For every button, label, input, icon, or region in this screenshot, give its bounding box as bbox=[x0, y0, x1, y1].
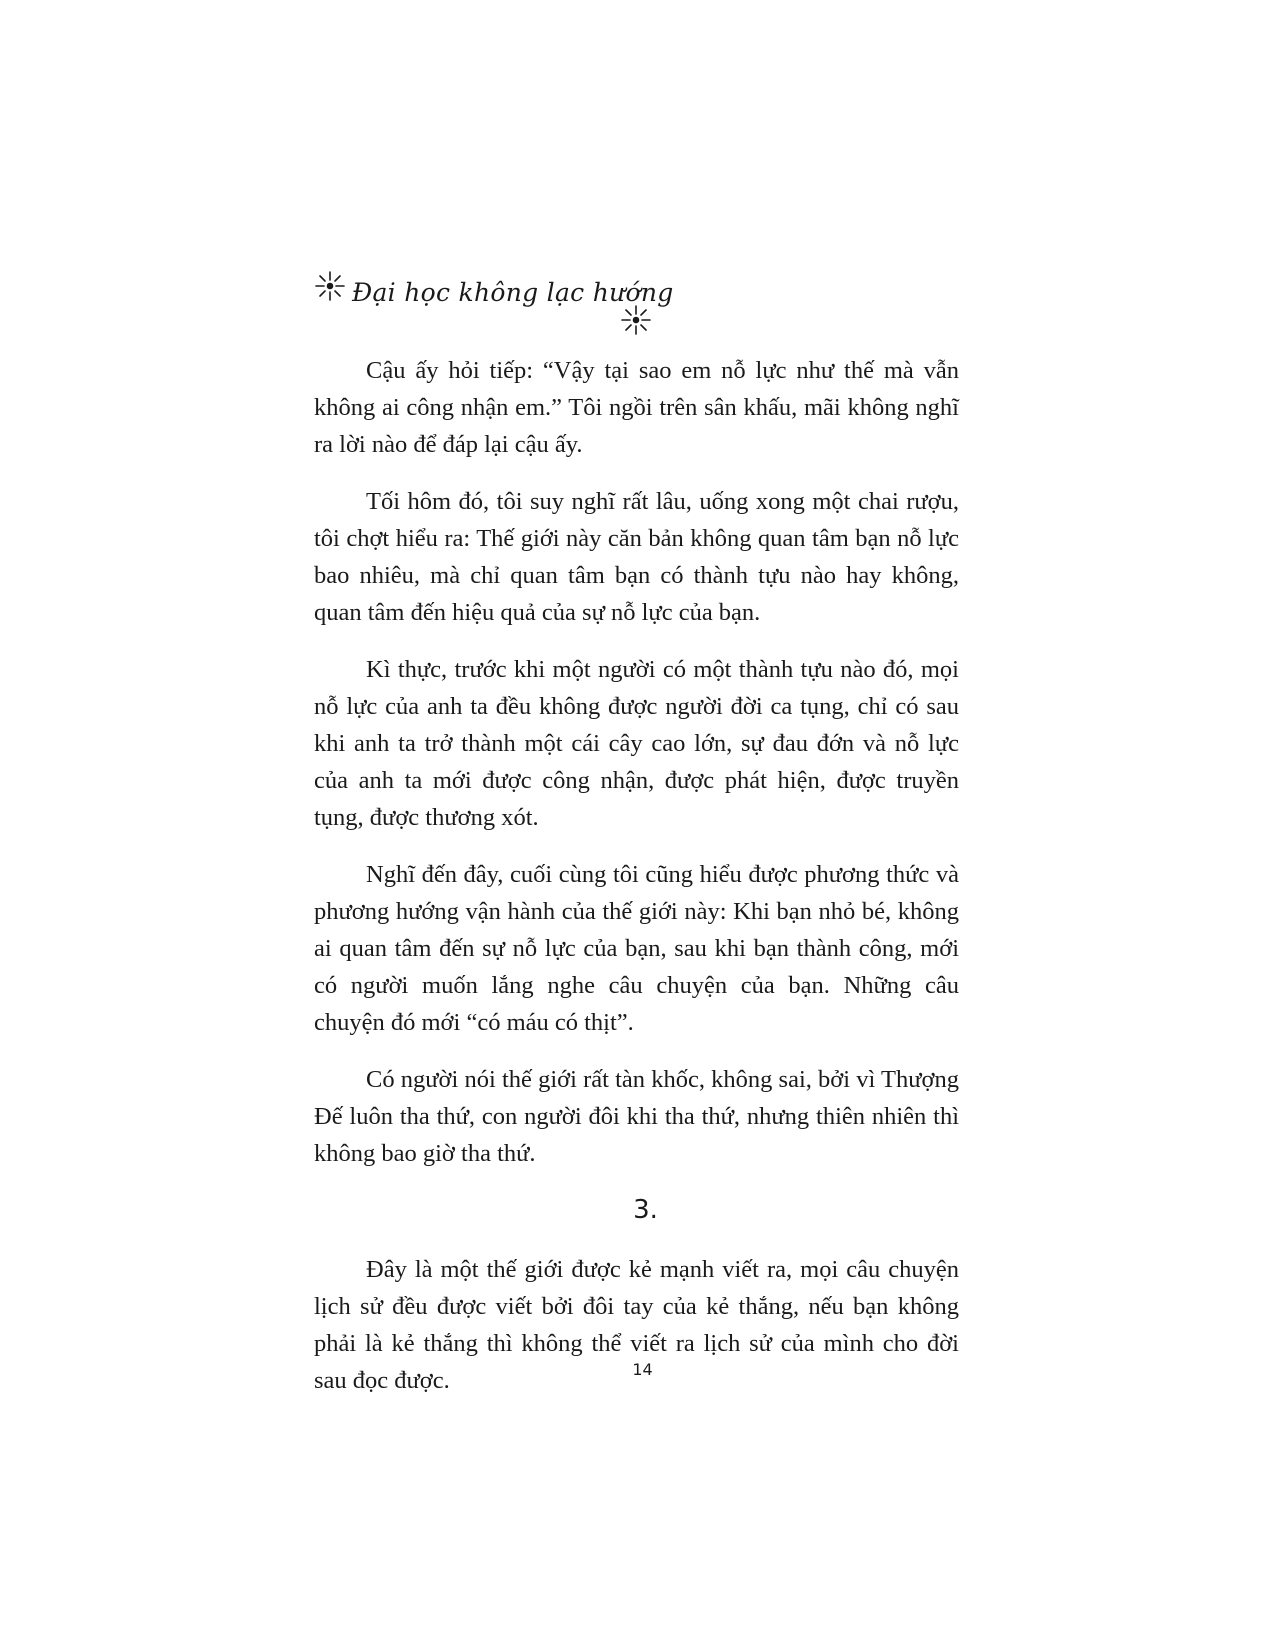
running-head-title: Đại học không lạc hướng bbox=[352, 278, 674, 307]
body-text bbox=[314, 352, 959, 1419]
flourish-icon bbox=[312, 268, 348, 304]
flourish-icon bbox=[618, 302, 654, 338]
section-number: 3. bbox=[633, 1195, 658, 1225]
paragraph: Cậu ấy hỏi tiếp: “Vậy tại sao em nỗ lực như thế mà vẫn không ai công nhận em.” Tôi ngồi trên sân khấu, mãi không nghĩ ra lời nào để đáp lại cậu ấy. bbox=[314, 357, 959, 458]
paragraph: Kì thực, trước khi một người có một thành tựu nào đó, mọi nỗ lực của anh ta đều không được người đời ca tụng, chỉ có sau khi anh ta trở thành một cái cây cao lớn, sự đau đớn và nỗ lực của anh ta mới được công nhận, được phát hiện, được truyền tụng, được thương xót. bbox=[314, 656, 959, 831]
page-number: 14 bbox=[632, 1360, 653, 1379]
running-head bbox=[312, 268, 672, 338]
paragraph: Đây là một thế giới được kẻ mạnh viết ra, mọi câu chuyện lịch sử đều được viết bởi đôi tay của kẻ thắng, nếu bạn không phải là kẻ thắng thì không thể viết ra lịch sử của mình cho đời sau đọc được. bbox=[314, 1256, 959, 1394]
paragraph: Tối hôm đó, tôi suy nghĩ rất lâu, uống xong một chai rượu, tôi chợt hiểu ra: Thế giới này căn bản không quan tâm bạn nỗ lực bao nhiêu, mà chỉ quan tâm bạn có thành tựu nào hay không, quan tâm đến hiệu quả của sự nỗ lực của bạn. bbox=[314, 488, 959, 626]
paragraph: Có người nói thế giới rất tàn khốc, không sai, bởi vì Thượng Đế luôn tha thứ, con người đôi khi tha thứ, nhưng thiên nhiên thì không bao giờ tha thứ. bbox=[314, 1066, 959, 1167]
paragraph: Nghĩ đến đây, cuối cùng tôi cũng hiểu được phương thức và phương hướng vận hành của thế giới này: Khi bạn nhỏ bé, không ai quan tâm đến sự nỗ lực của bạn, sau khi bạn thành công, mới có người muốn lắng nghe câu chuyện của bạn. Những câu chuyện đó mới “có máu có thịt”. bbox=[314, 861, 959, 1036]
